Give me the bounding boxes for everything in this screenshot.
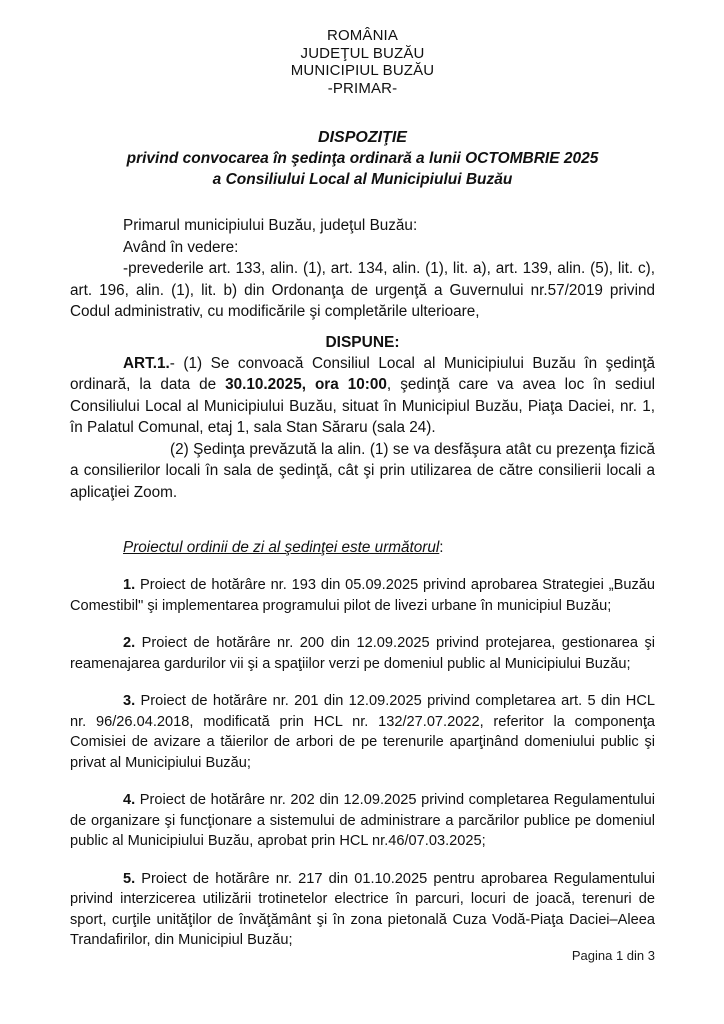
header-line-county: JUDEŢUL BUZĂU <box>300 44 425 62</box>
dispune-heading: DISPUNE: <box>325 333 400 351</box>
agenda-item <box>70 575 655 616</box>
article-1-alineat-2: (2) Şedinţa prevăzută la alin. (1) se va desfăşura atât cu prezenţa fizică a consilierilor locali în sala de şedinţă, cât şi prin utilizarea de către consilierii locali a aplicaţiei Zoom. <box>70 440 655 501</box>
document-body <box>70 0 655 951</box>
agenda-item <box>70 691 655 773</box>
article-1-datetime: 30.10.2025, ora 10:00 <box>225 376 387 393</box>
title-main: DISPOZIŢIE <box>318 129 407 146</box>
agenda-item-text: Proiect de hotărâre nr. 193 din 05.09.2025 privind aprobarea Strategiei „Buzău Comestibil" şi implementarea programului pilot de livezi urbane în municipiul Buzău; <box>70 577 655 614</box>
preamble-block <box>70 215 655 323</box>
header-line-municipality: MUNICIPIUL BUZĂU <box>290 62 435 79</box>
preamble-considering-line: Având în vedere: <box>123 238 239 256</box>
article-1-paragraph <box>70 353 655 439</box>
agenda-item-text: Proiect de hotărâre nr. 201 din 12.09.2025 privind completarea art. 5 din HCL nr. 96/26.04.2018, modificată prin HCL nr. 132/27.07.2022, referitor la componenţa Comisiei de avizare a tăierilor de arbori de pe terenurile aparţinând domeniului public şi privat al Municipiului Buzău; <box>70 693 655 771</box>
agenda-item <box>70 790 655 852</box>
preamble-mayor-line: Primarul municipiului Buzău, judeţul Buzău: <box>123 217 418 234</box>
agenda-list <box>70 575 655 951</box>
agenda-item-number: 2. <box>123 635 136 651</box>
agenda-item-number: 3. <box>123 693 136 709</box>
page-footer: Pagina 1 din 3 <box>571 948 655 963</box>
header-line-role: -PRIMAR- <box>327 79 398 97</box>
agenda-item <box>70 869 655 951</box>
preamble-legal-basis: -prevederile art. 133, alin. (1), art. 134, alin. (1), lit. a), art. 139, alin. (5), lit. c), art. 196, alin. (1), lit. b) din Ordonanţa de urgenţă a Guvernului nr.57/2019 privind Codul administrativ, cu modificările şi completările ulterioare, <box>70 260 655 320</box>
title-subtitle-1: privind convocarea în şedinţa ordinară a lunii OCTOMBRIE 2025 <box>126 150 599 167</box>
header-line-country: ROMÂNIA <box>326 27 399 44</box>
agenda-item-number: 1. <box>123 577 136 593</box>
article-1-label: ART.1. <box>123 354 170 372</box>
agenda-item-text: Proiect de hotărâre nr. 217 din 01.10.2025 pentru aprobarea Regulamentului privind interzicerea utilizării trotinetelor electrice în parcuri, locuri de joacă, terenuri de sport, curţile unităţilor de învăţământ şi în zona pietonală Cuza Vodă-Piaţa Daciei–Aleea Trandafirilor, din Municipiul Buzău; <box>70 870 655 948</box>
agenda-item-number: 4. <box>123 792 136 808</box>
agenda-heading <box>70 537 655 558</box>
document-title <box>70 127 655 190</box>
agenda-heading-underlined: Proiectul ordinii de zi al şedinţei este următorul <box>123 539 440 556</box>
agenda-item <box>70 633 655 674</box>
agenda-item-text: Proiect de hotărâre nr. 200 din 12.09.2025 privind protejarea, gestionarea şi reamenajarea gardurilor vii şi a spaţiilor verzi pe domeniul public al Municipiului Buzău; <box>70 635 655 672</box>
document-header <box>70 0 655 97</box>
title-subtitle-2: a Consiliului Local al Municipiului Buzău <box>212 171 513 188</box>
article-1-text-part-1: - (1) Se convoacă Consiliul Local al Municipiului Buzău în şedinţă ordinară, la data de <box>70 354 655 393</box>
agenda-item-text: Proiect de hotărâre nr. 202 din 12.09.2025 privind completarea Regulamentului de organizare şi funcţionare a sistemului de administrare a parcărilor publice pe domeniul public al Municipiului Buzău, aprobat prin HCL nr.46/07.03.2025; <box>70 792 655 849</box>
agenda-item-number: 5. <box>123 870 136 887</box>
agenda-heading-colon: : <box>439 539 444 556</box>
article-1-text-part-2: , şedinţă care va avea loc în sediul Consiliului Local al Municipiului Buzău, situat în Municipiul Buzău, Piaţa Daciei, nr. 1, în Palatul Comunal, etaj 1, sala Stan Săraru (sala 24). <box>70 376 655 436</box>
